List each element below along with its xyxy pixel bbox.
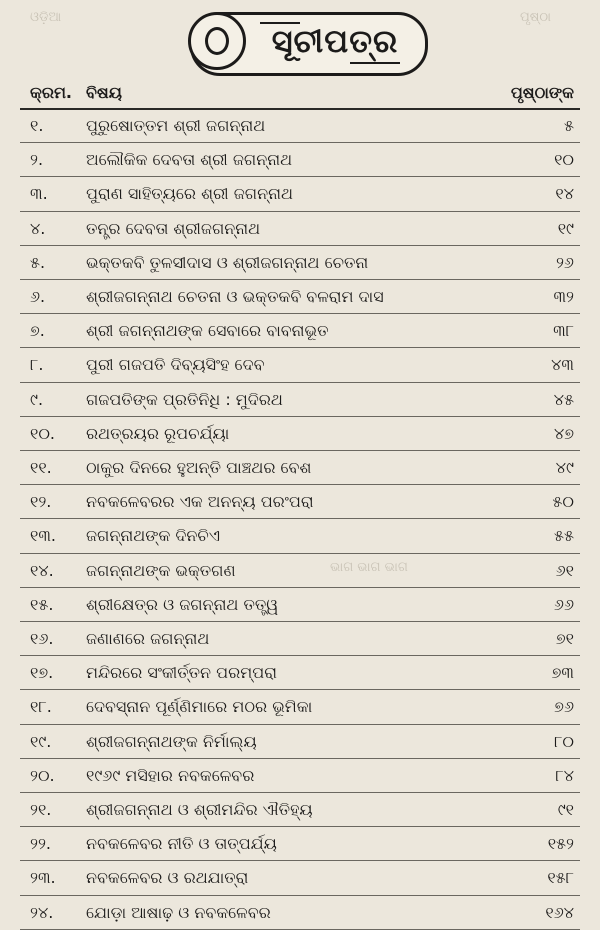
toc-entry-title: ଦେବସ୍ନାନ ପୂର୍ଣ୍ଣିମାରେ ମଠର ଭୂମିକା xyxy=(86,697,313,717)
toc-entry-page: ୯୧ xyxy=(557,800,574,819)
toc-entry-number: ୧୭. xyxy=(30,663,54,683)
toc-entry-page: ୪୯ xyxy=(555,458,574,477)
toc-entry-page: ୧୪ xyxy=(555,184,574,204)
title-banner xyxy=(190,8,430,78)
toc-entry-number: ୨୪. xyxy=(30,902,54,922)
toc-entry-number: ୩. xyxy=(30,184,48,204)
column-number-header: କ୍ରମ. xyxy=(30,83,72,102)
toc-entry-title: ରଥତ୍ରୟର ରୂପଚର୍ଯ୍ୟା xyxy=(86,423,230,443)
toc-entry-number: ୧୮. xyxy=(30,697,52,717)
toc-entry xyxy=(0,314,600,348)
toc-entry-number: ୨. xyxy=(30,150,44,170)
toc-entry-title: ଜଣାଣରେ ଜଗନ୍ନାଥ xyxy=(86,629,210,648)
toc-entry-page: ୫୦ xyxy=(552,492,574,512)
bleed-through-text: ଓଡ଼ିଆ xyxy=(30,10,62,25)
toc-entry-number: ୯. xyxy=(30,389,44,409)
column-subject-header: ବିଷୟ xyxy=(86,83,122,102)
toc-entry xyxy=(0,280,600,314)
toc-entry-number: ୧୪. xyxy=(30,560,54,580)
toc-entry xyxy=(0,451,600,485)
toc-entry-title: ଯୋଡ଼ା ଆଷାଢ଼ ଓ ନବକଳେବର xyxy=(86,902,271,922)
toc-entry-page: ୮୪ xyxy=(555,765,574,785)
toc-entry-title: ଭକ୍ତକବି ତୁଳସୀଦାସ ଓ ଶ୍ରୀଜଗନ୍ନାଥ ଚେତନା xyxy=(86,252,369,272)
toc-entry xyxy=(0,143,600,177)
toc-entry-title: ଜଗନ୍ନାଥଙ୍କ ଭକ୍ତଗଣ xyxy=(86,560,236,580)
toc-entry xyxy=(0,827,600,861)
toc-entry xyxy=(0,212,600,246)
bleed-through-text: ଭାଗ ଭାଗ ଭାଗ xyxy=(330,560,408,575)
toc-entry-page: ୩୨ xyxy=(553,287,574,306)
toc-entry xyxy=(0,109,600,143)
toc-entry-number: ୧୨. xyxy=(30,492,52,512)
toc-entry-title: ମନ୍ଦିରରେ ସଂକୀର୍ତ୍ତନ ପରମ୍ପରା xyxy=(86,663,277,683)
toc-entry xyxy=(0,485,600,519)
toc-entry xyxy=(0,383,600,417)
toc-entry-number: ୭. xyxy=(30,321,45,341)
toc-entry-page: ୪୭ xyxy=(553,423,574,443)
toc-entry xyxy=(0,793,600,827)
toc-entry xyxy=(0,417,600,451)
toc-entry-title: ନବକଳେବରର ଏକ ଅନନ୍ୟ ପରଂପରା xyxy=(86,492,314,512)
toc-entry-number: ୧୬. xyxy=(30,629,54,648)
toc-entry-page: ୩୮ xyxy=(553,321,574,341)
toc-entry-number: ୫. xyxy=(30,252,46,272)
toc-entry-title: ତନ୍ତ୍ର ଦେବତା ଶ୍ରୀଜଗନ୍ନାଥ xyxy=(86,218,261,238)
toc-entry-title: ଅଲୌକିକ ଦେବତା ଶ୍ରୀ ଜଗନ୍ନାଥ xyxy=(86,150,293,170)
toc-entry-number: ୧. xyxy=(30,116,44,135)
toc-entry-title: ଜଗନ୍ନାଥଙ୍କ ଦିନଚିଏ xyxy=(86,526,221,546)
toc-entry xyxy=(0,690,600,724)
bleed-through-text: ପୃଷ୍ଠା xyxy=(520,10,551,25)
toc-entry-title: ୧୯୬୯ ମସିହାର ନବକଳେବର xyxy=(86,765,255,785)
toc-entry-title: ନବକଳେବର ନୀତି ଓ ତାତ୍ପର୍ଯ୍ୟ xyxy=(86,834,277,854)
log-ring-icon xyxy=(205,27,229,55)
toc-entry-number: ୧୩. xyxy=(30,526,56,546)
toc-entry-title: ପୁରୀ ଗଜପତି ଦିବ୍ୟସିଂହ ଦେବ xyxy=(86,355,265,375)
toc-entry xyxy=(0,725,600,759)
toc-entry xyxy=(0,861,600,895)
toc-entry-number: ୧୯. xyxy=(30,731,52,751)
toc-entry-number: ୨୦. xyxy=(30,765,55,785)
toc-entry-number: ୪. xyxy=(30,218,46,238)
toc-entry-page: ୬୧ xyxy=(555,560,574,580)
toc-entry-title: ଶ୍ରୀଜଗନ୍ନାଥ ଚେତନା ଓ ଭକ୍ତକବି ବଳରାମ ଦାସ xyxy=(86,287,384,306)
toc-entry-page: ୫୫ xyxy=(554,526,574,546)
page-title: ସୂଚୀପତ୍ର xyxy=(271,22,399,60)
toc-entry xyxy=(0,656,600,690)
toc-entry-page: ୨୬ xyxy=(555,252,574,272)
toc-entry-number: ୨୨. xyxy=(30,834,52,854)
toc-entry-title: ଶ୍ରୀଜଗନ୍ନାଥ ଓ ଶ୍ରୀମନ୍ଦିର ଐତିହ୍ୟ xyxy=(86,800,313,819)
toc-entry xyxy=(0,554,600,588)
toc-entry xyxy=(0,348,600,382)
toc-entry-page: ୭୬ xyxy=(554,697,574,717)
toc-entry-title: ଠାକୁର ଦିନରେ ହୁଅନ୍ତି ପାଞ୍ଚଥର ବେଶ xyxy=(86,458,312,477)
toc-entry xyxy=(0,588,600,622)
toc-entry-title: ପୁରୁଷୋତ୍ତମ ଶ୍ରୀ ଜଗନ୍ନାଥ xyxy=(86,116,266,135)
toc-entry-number: ୮. xyxy=(30,355,44,375)
toc-entry-title: ଗଜପତିଙ୍କ ପ୍ରତିନିଧି : ମୁଦିରଥ xyxy=(86,389,283,409)
toc-entry-page: ୧୫୮ xyxy=(547,868,574,888)
toc-entry-number: ୧୫. xyxy=(30,594,54,614)
toc-entry-number: ୧୧. xyxy=(30,458,52,477)
toc-entry-title: ଶ୍ରୀଜଗନ୍ନାଥଙ୍କ ନିର୍ମାଲ୍ୟ xyxy=(86,731,257,751)
toc-entry-page: ୧୬୪ xyxy=(545,902,574,922)
toc-entry xyxy=(0,177,600,211)
toc-entry-page: ୬୬ xyxy=(553,594,574,614)
toc-entry-page: ୧୫୨ xyxy=(547,834,574,854)
toc-entry-number: ୧୦. xyxy=(30,423,56,443)
toc-entry-title: ନବକଳେବର ଓ ରଥଯାତ୍ରା xyxy=(86,868,249,888)
toc-entry xyxy=(0,622,600,656)
toc-entry-page: ୪୫ xyxy=(553,389,574,409)
toc-entry-page: ୭୩ xyxy=(551,663,574,683)
toc-entry xyxy=(0,759,600,793)
toc-entry-title: ପୁରାଣ ସାହିତ୍ୟରେ ଶ୍ରୀ ଜଗନ୍ନାଥ xyxy=(86,184,293,204)
toc-entry-title: ଶ୍ରୀକ୍ଷେତ୍ର ଓ ଜଗନ୍ନାଥ ତତ୍ତ୍ୱ xyxy=(86,594,279,614)
toc-entry-page: ୭୧ xyxy=(555,629,574,648)
toc-entry-page: ୫ xyxy=(564,116,574,135)
toc-entry-page: ୪୩ xyxy=(551,355,574,375)
toc-entry-page: ୮୦ xyxy=(554,731,574,751)
toc-entry-number: ୬. xyxy=(30,287,46,306)
toc-entry-page: ୧୯ xyxy=(557,218,574,238)
toc-entry-page: ୧୦ xyxy=(554,150,574,170)
log-end-icon xyxy=(188,12,246,70)
toc-entry xyxy=(0,519,600,553)
toc-entry-number: ୨୩. xyxy=(30,868,56,888)
column-page-header: ପୃଷ୍ଠାଙ୍କ xyxy=(510,83,574,102)
toc-entry-title: ଶ୍ରୀ ଜଗନ୍ନାଥଙ୍କ ସେବାରେ ବାବନାଭୂତ xyxy=(86,321,329,341)
toc-entry xyxy=(0,246,600,280)
toc-entry-number: ୨୧. xyxy=(30,800,52,819)
